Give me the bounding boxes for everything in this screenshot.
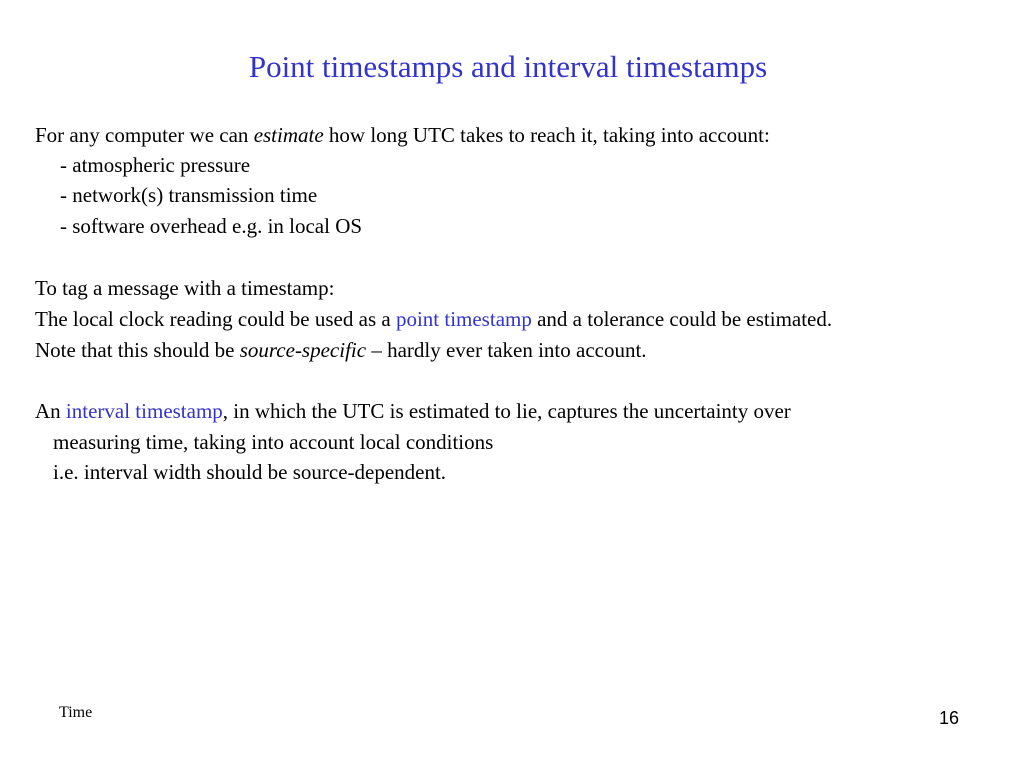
interval-timestamp-line (35, 396, 791, 426)
bullet-software-overhead: - software overhead e.g. in local OS (60, 214, 363, 238)
tag-message-line: To tag a message with a timestamp: (35, 276, 335, 300)
footer-label: Time (59, 704, 93, 721)
bullet-atmospheric-pressure: - atmospheric pressure (60, 153, 251, 177)
interval-width-line: i.e. interval width should be source-dependent. (53, 460, 447, 484)
interval-timestamp-term: interval timestamp (65, 399, 223, 423)
intro-text-after: how long UTC takes to reach it, taking into account: (323, 123, 770, 147)
bullet-network-transmission: - network(s) transmission time (60, 183, 318, 207)
source-specific-emphasis: source-specific (239, 338, 367, 362)
local-clock-text-after: and a tolerance could be estimated. (531, 307, 833, 331)
local-clock-line (35, 304, 832, 334)
estimate-intro-line (35, 120, 770, 150)
measuring-time-line: measuring time, taking into account local conditions (53, 430, 494, 454)
source-specific-line (35, 335, 647, 365)
source-specific-text-before: Note that this should be (35, 338, 240, 362)
source-specific-text-after: – hardly ever taken into account. (366, 338, 647, 362)
page-number: 16 (939, 708, 960, 728)
local-clock-text-before: The local clock reading could be used as a (35, 307, 396, 331)
point-timestamp-term: point timestamp (395, 307, 532, 331)
estimate-emphasis: estimate (253, 123, 324, 147)
slide-title: Point timestamps and interval timestamps (248, 49, 768, 84)
interval-text-before: An (35, 399, 66, 423)
interval-text-after: , in which the UTC is estimated to lie, captures the uncertainty over (222, 399, 791, 423)
intro-text-before: For any computer we can (35, 123, 254, 147)
